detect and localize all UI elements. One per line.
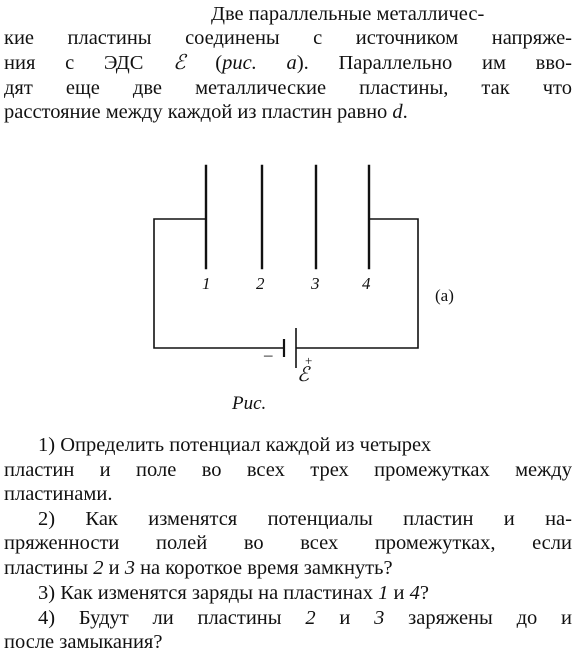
emf-label: ℰ (297, 364, 310, 386)
intro-text: . (402, 101, 408, 123)
question-2-line-2: пряженности полей во всех промежутках, если (4, 532, 572, 554)
question-4-line-2: после замыкания? (4, 631, 163, 653)
question-2-line-1: 2) Как изменятся потенциалы пластин и на- (38, 508, 572, 530)
question-text: 3) Как изменятся заряды на пластинах (38, 582, 379, 604)
intro-text: ). Параллельно им вво- (296, 52, 572, 74)
question-3 (38, 581, 429, 605)
question-2-line-3 (4, 556, 393, 580)
plate-number: 2 (305, 607, 316, 629)
intro-line-3 (4, 51, 572, 75)
intro-line-5 (4, 100, 408, 124)
plate-number: 3 (374, 607, 385, 629)
question-4-line-1 (38, 606, 572, 630)
plate-label-1: 1 (202, 274, 211, 293)
intro-text: ния с ЭДС (4, 52, 174, 74)
plate-label-2: 2 (256, 274, 265, 293)
plate-number: 1 (378, 582, 389, 604)
intro-text: ( (185, 52, 223, 74)
intro-text: расстояние между каждой из пластин равно (4, 101, 393, 123)
panel-label: (a) (435, 286, 454, 305)
intro-line-2: кие пластины соединены с источником напряже- (4, 27, 572, 49)
question-text: и (315, 607, 375, 629)
plate-number: 3 (124, 557, 135, 579)
question-text: ? (419, 582, 429, 604)
question-1-line-1: 1) Определить потенциал каждой из четырех (38, 434, 432, 456)
distance-symbol: d (392, 101, 403, 123)
question-text: и (388, 582, 410, 604)
question-1-line-2: пластин и поле во всех трех промежутках между (4, 459, 572, 481)
wire-left (154, 219, 284, 348)
figure-caption: Рис. (232, 393, 267, 414)
plus-sign: + (305, 353, 313, 368)
intro-line-4: дят еще две металлические пластины, так что (4, 77, 572, 99)
circuit-diagram (0, 150, 582, 415)
question-text: пластины (4, 557, 94, 579)
plate-number: 4 (409, 582, 420, 604)
plate-label-3: 3 (311, 274, 320, 293)
intro-line-1: Две параллельные металличес- (211, 3, 485, 25)
question-1-line-3: пластинами. (4, 483, 113, 505)
question-text: заряжены до и (384, 607, 572, 629)
question-text: на короткое время замкнуть? (134, 557, 393, 579)
figure-reference: рис. а (222, 52, 297, 74)
emf-symbol: ℰ (173, 52, 186, 74)
question-text: и (103, 557, 125, 579)
question-text: 4) Будут ли пластины (38, 607, 306, 629)
plate-label-4: 4 (362, 274, 371, 293)
plate-number: 2 (93, 557, 104, 579)
minus-sign: – (264, 345, 273, 364)
